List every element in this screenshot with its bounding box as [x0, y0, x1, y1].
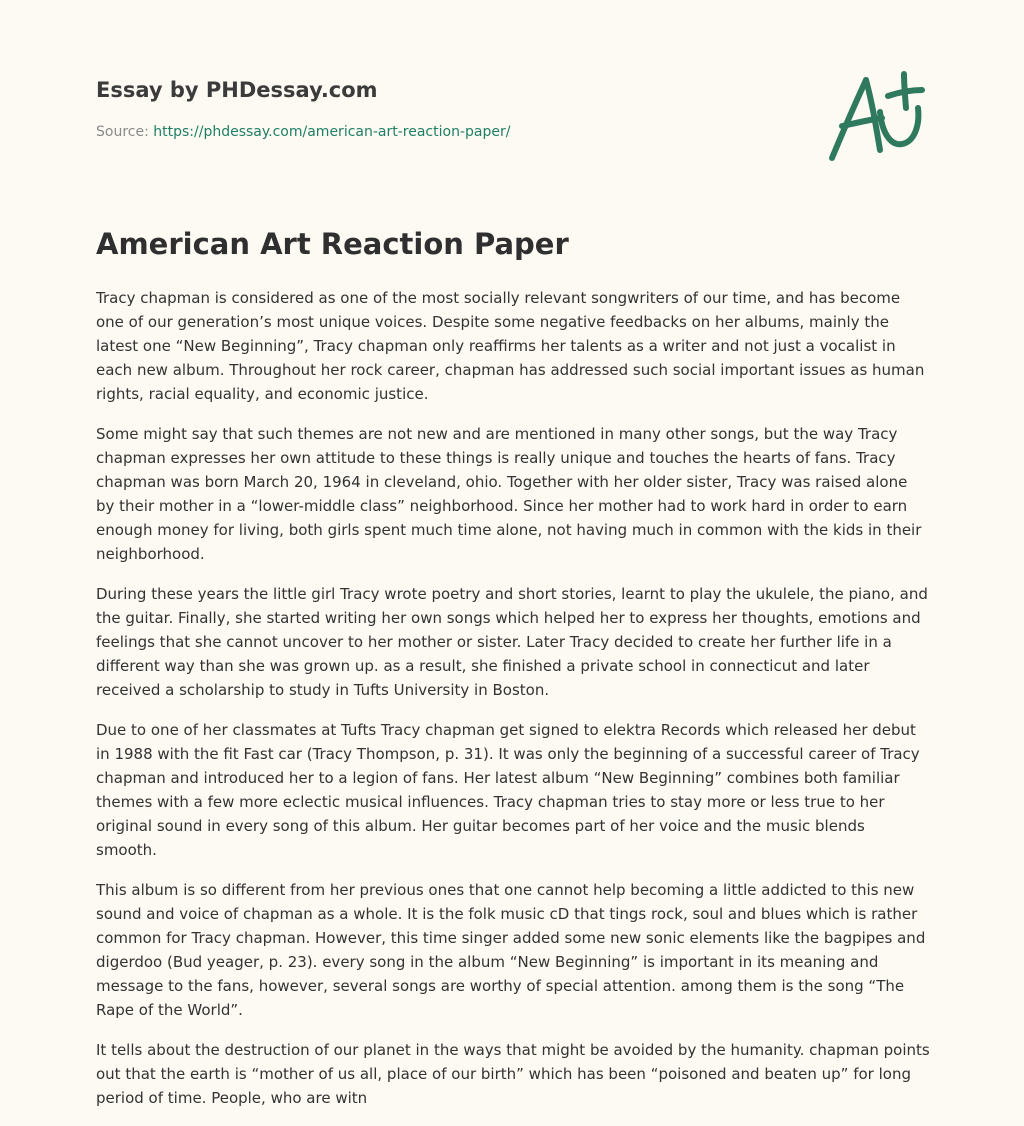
source-link[interactable]: https://phdessay.com/american-art-reaction-paper/: [153, 124, 511, 140]
header: [96, 76, 796, 142]
paragraph: This album is so different from her previous ones that one cannot help becoming a little addicted to this new sound and voice of chapman as a whole. It is the folk music cD that tings rock, soul and blues which is rather common for Tracy chapman. However, this time singer added some new sonic elements like the bagpipes and digerdoo (Bud yeager, p. 23). every song in the album “New Beginning” is important in its meaning and message to the fans, however, several songs are worthy of special attention. among them is the song “The Rape of the World”.: [96, 881, 926, 1019]
brand-title: Essay by PHDessay.com: [96, 78, 378, 102]
a-plus-logo: [824, 68, 928, 164]
paragraph: Due to one of her classmates at Tufts Tracy chapman get signed to elektra Records which released her debut in 1988 with the fit Fast car (Tracy Thompson, p. 31). It was only the beginning of a successful career of Tracy chapman and introduced her to a legion of fans. Her latest album “New Beginning” combines both familiar themes with a few more eclectic musical influences. Tracy chapman tries to stay more or less true to her original sound in every song of this album. Her guitar becomes part of her voice and the music blends smooth.: [96, 721, 920, 859]
article-body: [96, 286, 930, 1126]
source-label: Source:: [96, 124, 149, 140]
source-line: [96, 122, 796, 142]
paragraph: During these years the little girl Tracy wrote poetry and short stories, learnt to play the ukulele, the piano, and the guitar. Finally, she started writing her own songs which helped her to express her thoughts, emotions and feelings that she cannot uncover to her mother or sister. Later Tracy decided to create her further life in a different way than she was grown up. as a result, she finished a private school in connecticut and later received a scholarship to study in Tufts University in Boston.: [96, 585, 928, 699]
paragraph: Tracy chapman is considered as one of the most socially relevant songwriters of our time, and has become one of our generation’s most unique voices. Despite some negative feedbacks on her albums, mainly the latest one “New Beginning”, Tracy chapman only reaffirms her talents as a writer and not just a vocalist in each new album. Throughout her rock career, chapman has addressed such social important issues as human rights, racial equality, and economic justice.: [96, 289, 925, 403]
paragraph: Some might say that such themes are not new and are mentioned in many other songs, but the way Tracy chapman expresses her own attitude to these things is really unique and touches the hearts of fans. Tracy chapman was born March 20, 1964 in cleveland, ohio. Together with her older sister, Tracy was raised alone by their mother in a “lower-middle class” neighborhood. Since her mother had to work hard in order to earn enough money for living, both girls spent much time alone, not having much in common with the kids in their neighborhood.: [96, 425, 922, 563]
paragraph: It tells about the destruction of our planet in the ways that might be avoided by the humanity. chapman points out that the earth is “mother of us all, place of our birth” which has been “poisoned and beaten up” for long period of time. People, who are witn: [96, 1041, 930, 1107]
article-title: American Art Reaction Paper: [96, 227, 569, 261]
a-plus-logo-icon: [824, 68, 928, 164]
